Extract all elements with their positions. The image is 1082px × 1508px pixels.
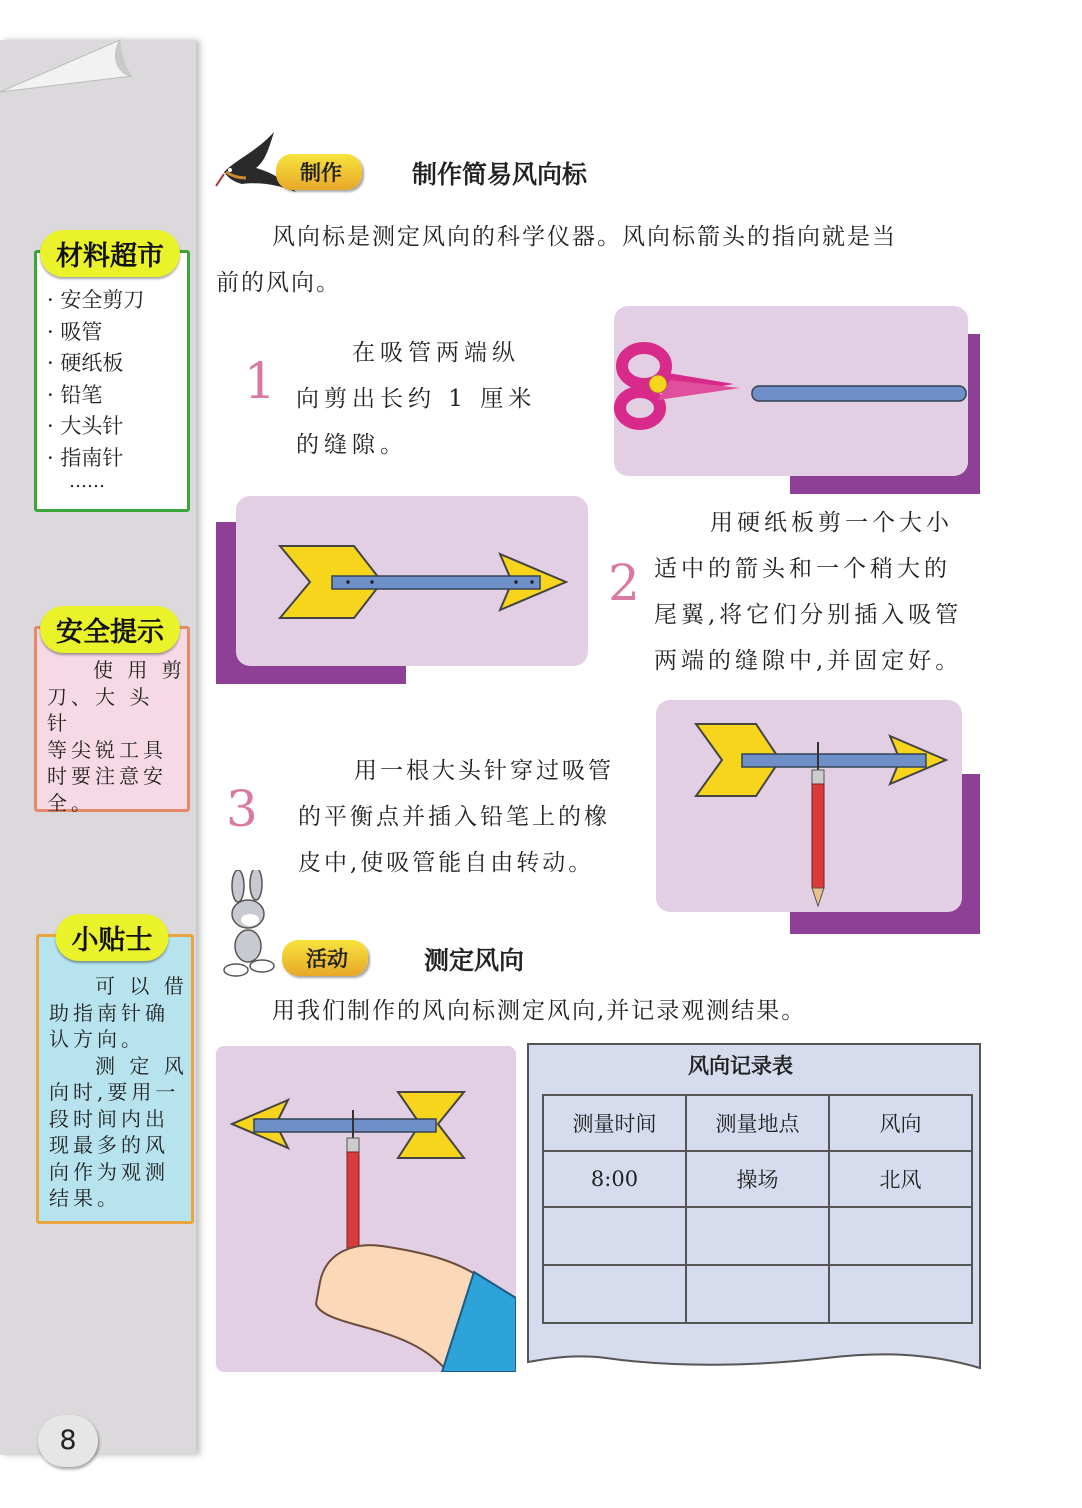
step-3-text [298, 748, 648, 886]
tips-title: 小贴士 [56, 914, 169, 961]
step-line: 在吸管两端纵 [352, 340, 520, 366]
pencil-eraser [347, 1138, 359, 1152]
record-table-title: 风向记录表 [688, 1054, 793, 1078]
page-curl-decoration [0, 30, 140, 100]
pencil-eraser [812, 770, 824, 784]
step-line: 尾翼,将它们分别插入吸管 [654, 602, 963, 628]
table-header-row [543, 1095, 972, 1151]
tips-line: 认方向。 [49, 1027, 145, 1051]
intro-line: 风向标是测定风向的科学仪器。风向标箭头的指向就是当 [272, 224, 897, 250]
table-row [543, 1207, 972, 1265]
step-1-illustration [614, 306, 968, 476]
make-title: 制作简易风向标 [412, 160, 588, 189]
activity-tag: 活动 [282, 940, 368, 976]
arrow-vane-image [236, 496, 588, 666]
tips-line: 现最多的风 [49, 1133, 169, 1157]
make-intro [216, 214, 996, 306]
tips-line: 测 定 风 [95, 1053, 188, 1078]
safety-line: 全。 [47, 790, 95, 815]
straw [254, 1119, 436, 1132]
make-tag: 制作 [276, 154, 362, 190]
table-cell[interactable] [829, 1265, 972, 1323]
table-cell: 操场 [686, 1151, 829, 1207]
safety-box [34, 626, 190, 815]
table-cell[interactable] [829, 1207, 972, 1265]
straw [752, 386, 966, 401]
tips-line: 可 以 借 [95, 974, 188, 998]
safety-text [47, 657, 187, 816]
material-item: · 指南针 [47, 443, 144, 475]
hand-vane-illustration [216, 1046, 516, 1372]
step-line: 的平衡点并插入铅笔上的橡 [298, 804, 610, 830]
tips-line: 结果。 [49, 1186, 121, 1210]
safety-line: 使 用 剪 [93, 658, 186, 682]
safety-line: 等尖锐工具 [47, 737, 167, 762]
activity-text: 用我们制作的风向标测定风向,并记录观测结果。 [272, 998, 807, 1024]
intro-line: 前的风向。 [216, 270, 341, 296]
table-cell[interactable] [686, 1207, 829, 1265]
material-item: · 硬纸板 [47, 348, 144, 380]
table-row [543, 1265, 972, 1323]
step-line: 用一根大头针穿过吸管 [354, 758, 614, 784]
step-line: 用硬纸板剪一个大小 [710, 510, 953, 536]
tips-line: 助指南针确 [49, 1000, 169, 1025]
table-row [543, 1151, 972, 1207]
header-direction: 风向 [829, 1095, 972, 1151]
hand-with-vane-image [216, 1046, 516, 1372]
step-line: 皮中,使吸管能自由转动。 [298, 850, 595, 876]
pencil-body [812, 784, 824, 888]
record-table [542, 1094, 973, 1324]
tips-box [36, 934, 194, 1224]
table-cell[interactable] [686, 1265, 829, 1323]
step-1-text [296, 330, 556, 468]
table-cell: 北风 [829, 1151, 972, 1207]
straw [332, 576, 540, 589]
straw [742, 754, 926, 767]
scissors-icon [620, 348, 740, 424]
page-number: 8 [38, 1415, 98, 1467]
materials-box [34, 250, 190, 512]
safety-line: 刀、大 头 针 [47, 684, 154, 735]
table-cell[interactable] [543, 1265, 686, 1323]
tips-line: 向时,要用一 [49, 1080, 180, 1104]
materials-list [47, 285, 144, 474]
step-line: 的缝隙。 [296, 432, 408, 458]
tips-line: 段时间内出 [49, 1106, 169, 1131]
material-item: · 大头针 [47, 411, 144, 443]
materials-more: …… [69, 471, 105, 492]
header-place: 测量地点 [686, 1095, 829, 1151]
vane-on-pencil-image [656, 700, 962, 912]
materials-title: 材料超市 [40, 230, 180, 277]
step-number: 1 [244, 352, 276, 410]
step-line: 向剪出长约 1 厘米 [296, 386, 537, 412]
rabbit-icon [218, 870, 288, 980]
step-2-text [654, 500, 984, 684]
header-time: 测量时间 [543, 1095, 686, 1151]
scissors-straw-image [614, 306, 968, 476]
step-line: 两端的缝隙中,并固定好。 [654, 648, 963, 674]
pencil-tip [812, 888, 824, 906]
step-line: 适中的箭头和一个稍大的 [654, 556, 951, 582]
tips-line: 向作为观测 [49, 1159, 169, 1184]
step-2-illustration [236, 496, 588, 666]
material-item: · 吸管 [47, 317, 144, 349]
step-number: 3 [226, 780, 258, 838]
activity-title: 测定风向 [424, 946, 525, 975]
tips-text [49, 973, 188, 1212]
material-item: · 铅笔 [47, 380, 144, 412]
safety-line: 时要注意安 [47, 764, 167, 788]
material-item: · 安全剪刀 [47, 285, 144, 317]
step-number: 2 [608, 554, 640, 612]
table-cell: 8:00 [543, 1151, 686, 1207]
table-cell[interactable] [543, 1207, 686, 1265]
safety-title: 安全提示 [40, 606, 180, 653]
step-3-illustration [656, 700, 962, 912]
